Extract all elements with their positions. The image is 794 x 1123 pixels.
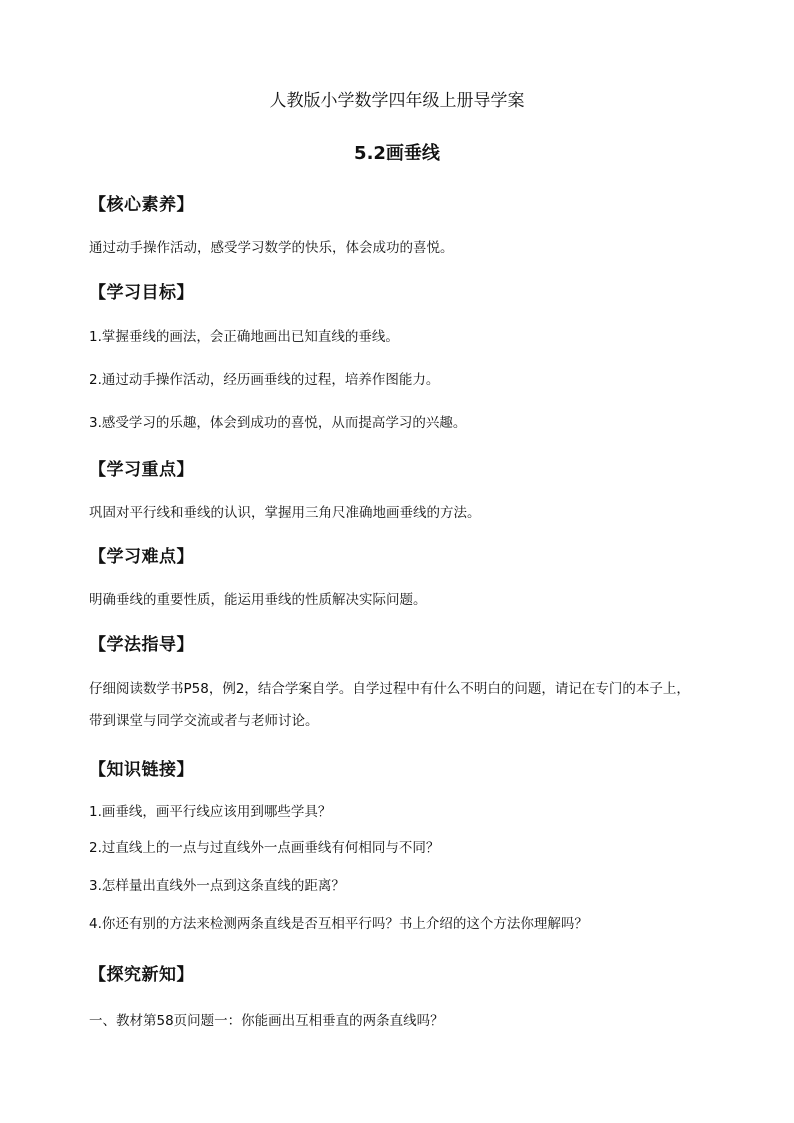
section-heading-goals: 【学习目标】 [89, 283, 194, 303]
method-line-2: 带到课堂与同学交流或者与老师讨论。 [89, 713, 319, 729]
link-item-4: 4.你还有别的方法来检测两条直线是否互相平行吗？书上介绍的这个方法你理解吗？ [89, 916, 588, 932]
goal-item-2: 2.通过动手操作活动，经历画垂线的过程，培养作图能力。 [89, 372, 440, 388]
section-heading-core: 【核心素养】 [89, 195, 194, 215]
goal-item-3: 3.感受学习的乐趣，体会到成功的喜悦，从而提高学习的兴趣。 [89, 415, 467, 431]
method-line-1: 仔细阅读数学书P58，例2，结合学案自学。自学过程中有什么不明白的问题，请记在专门的本子上， [89, 681, 690, 697]
link-item-3: 3.怎样量出直线外一点到这条直线的距离？ [89, 878, 345, 894]
difficulty-text: 明确垂线的重要性质，能运用垂线的性质解决实际问题。 [89, 592, 427, 608]
goal-item-1: 1.掌握垂线的画法，会正确地画出已知直线的垂线。 [89, 329, 399, 345]
document-title: 人教版小学数学四年级上册导学案 [269, 91, 525, 111]
lesson-title: 5.2画垂线 [354, 143, 440, 164]
section-heading-difficulty: 【学习难点】 [89, 547, 194, 567]
section-heading-explore: 【探究新知】 [89, 965, 194, 985]
link-item-1: 1.画垂线，画平行线应该用到哪些学具？ [89, 804, 332, 820]
link-item-2: 2.过直线上的一点与过直线外一点画垂线有何相同与不同？ [89, 840, 440, 856]
core-text: 通过动手操作活动，感受学习数学的快乐，体会成功的喜悦。 [89, 240, 454, 256]
section-heading-link: 【知识链接】 [89, 760, 194, 780]
section-heading-key: 【学习重点】 [89, 460, 194, 480]
section-heading-method: 【学法指导】 [89, 635, 194, 655]
key-text: 巩固对平行线和垂线的认识，掌握用三角尺准确地画垂线的方法。 [89, 505, 481, 521]
explore-question-1: 一、教材第58页问题一：你能画出互相垂直的两条直线吗？ [89, 1013, 444, 1029]
